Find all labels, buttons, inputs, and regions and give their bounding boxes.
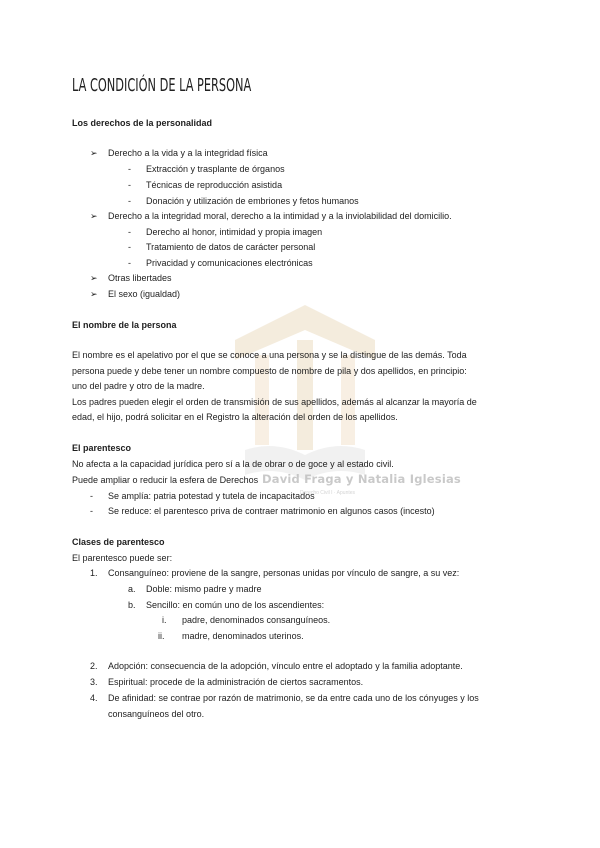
section-heading: Clases de parentesco xyxy=(72,537,165,547)
list-item: Derecho a la vida y a la integridad física xyxy=(108,148,268,158)
list-item: Espiritual: procede de la administración de ciertos sacramentos. xyxy=(108,677,364,687)
dash-bullet: - xyxy=(128,258,131,268)
arrow-bullet-icon: ➢ xyxy=(90,273,98,283)
list-item: El sexo (igualdad) xyxy=(108,289,181,299)
section-heading: Los derechos de la personalidad xyxy=(72,118,213,128)
paragraph-line: edad, el hijo, podrá solicitar en el Registro la alteración del orden de los apellidos. xyxy=(72,412,398,422)
dash-bullet: - xyxy=(90,491,93,501)
list-item: Se amplía: patria potestad y tutela de incapacitados xyxy=(108,491,315,501)
sub-sub-list-item: madre, denominados uterinos. xyxy=(182,631,304,641)
sub-list-item: Privacidad y comunicaciones electrónicas xyxy=(146,258,313,268)
arrow-bullet-icon: ➢ xyxy=(90,148,98,158)
sub-list-item: Extracción y trasplante de órganos xyxy=(146,164,285,174)
dash-bullet: - xyxy=(90,506,93,516)
arrow-bullet-icon: ➢ xyxy=(90,289,98,299)
sub-list-item: Técnicas de reproducción asistida xyxy=(146,180,283,190)
list-number: 3. xyxy=(90,677,98,687)
sub-list-item: Donación y utilización de embriones y fetos humanos xyxy=(146,196,359,206)
watermark-name: David Fraga y Natalia Iglesias xyxy=(262,472,461,486)
paragraph-line: El nombre es el apelativo por el que se conoce a una persona y se la distingue de las demás. Toda xyxy=(72,350,467,360)
dash-bullet: - xyxy=(128,242,131,252)
list-roman: ii. xyxy=(158,631,165,641)
paragraph-line: No afecta a la capacidad jurídica pero sí a la de obrar o de goce y al estado civil. xyxy=(72,459,394,469)
dash-bullet: - xyxy=(128,180,131,190)
list-item: Consanguíneo: proviene de la sangre, personas unidas por vínculo de sangre, a su vez: xyxy=(108,568,460,578)
list-item: Se reduce: el parentesco priva de contraer matrimonio en algunos casos (incesto) xyxy=(108,506,435,516)
section-heading: El nombre de la persona xyxy=(72,320,177,330)
list-letter: a. xyxy=(128,584,136,594)
list-roman: i. xyxy=(162,615,167,625)
section-heading: El parentesco xyxy=(72,443,132,453)
paragraph-line: Los padres pueden elegir el orden de transmisión de sus apellidos, además al alcanzar la mayoría de xyxy=(72,397,477,407)
paragraph-line: persona puede y debe tener un nombre compuesto de nombre de pila y dos apellidos, en principio: xyxy=(72,366,467,376)
list-item-continuation: consanguíneos del otro. xyxy=(108,709,205,719)
sub-list-item: Tratamiento de datos de carácter personal xyxy=(146,242,316,252)
list-letter: b. xyxy=(128,600,136,610)
paragraph-line: Puede ampliar o reducir la esfera de Derechos xyxy=(72,475,259,485)
sub-list-item: Doble: mismo padre y madre xyxy=(146,584,262,594)
list-number: 2. xyxy=(90,661,98,671)
watermark-subtitle: Derecho Civil I · Apuntes xyxy=(300,490,356,496)
sub-list-item: Derecho al honor, intimidad y propia imagen xyxy=(146,227,323,237)
list-item: Derecho a la integridad moral, derecho a la intimidad y a la inviolabilidad del domicilio. xyxy=(108,211,452,221)
dash-bullet: - xyxy=(128,164,131,174)
list-item: Adopción: consecuencia de la adopción, vínculo entre el adoptado y la familia adoptante. xyxy=(108,661,463,671)
list-number: 4. xyxy=(90,693,98,703)
dash-bullet: - xyxy=(128,196,131,206)
page-title: LA CONDICIÓN DE LA PERSONA xyxy=(72,76,252,96)
sub-list-item: Sencillo: en común uno de los ascendientes: xyxy=(146,600,325,610)
paragraph-line: uno del padre y otro de la madre. xyxy=(72,381,205,391)
arrow-bullet-icon: ➢ xyxy=(90,211,98,221)
list-item: Otras libertades xyxy=(108,273,172,283)
list-item: De afinidad: se contrae por razón de matrimonio, se da entre cada uno de los cónyuges y los xyxy=(108,693,479,703)
paragraph-line: El parentesco puede ser: xyxy=(72,553,173,563)
dash-bullet: - xyxy=(128,227,131,237)
list-number: 1. xyxy=(90,568,98,578)
sub-sub-list-item: padre, denominados consanguíneos. xyxy=(182,615,331,625)
